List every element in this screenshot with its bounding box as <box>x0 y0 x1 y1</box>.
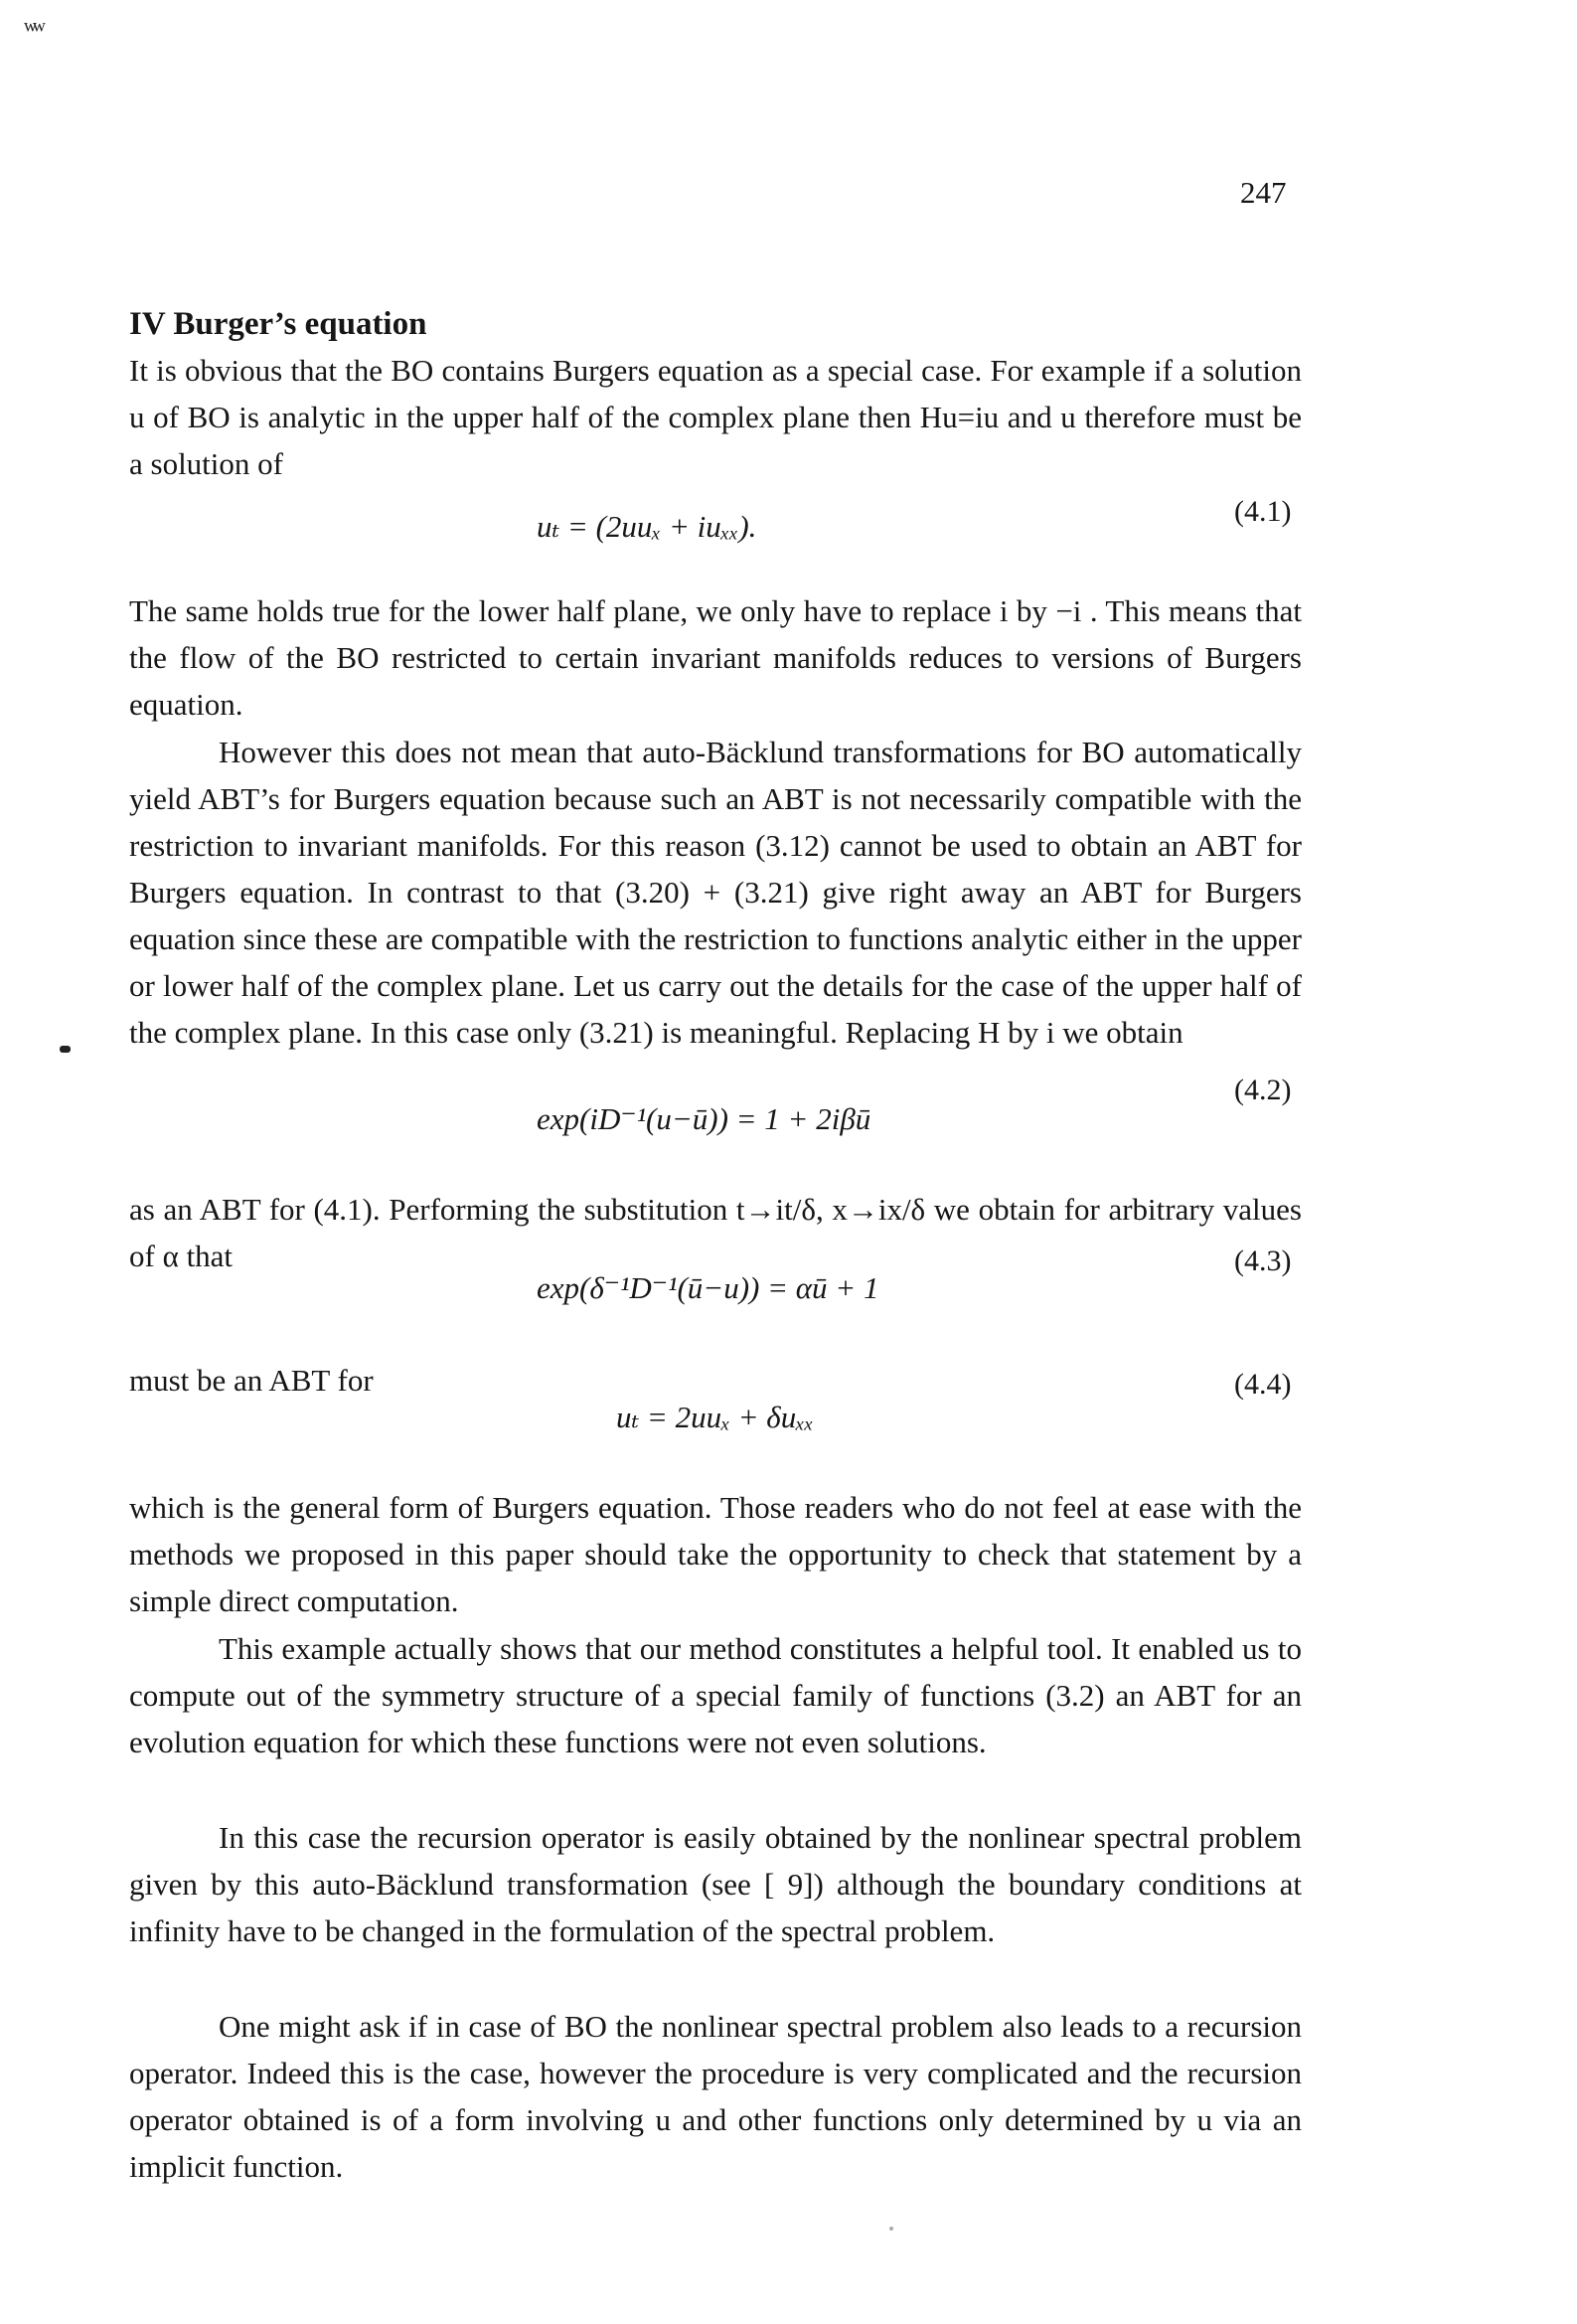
section-heading: IV Burger’s equation <box>129 306 427 342</box>
paragraph-substitution: as an ABT for (4.1). Performing the substitution t→it/δ, x→ix/δ we obtain for arbitrary values of α that <box>129 1192 1302 1273</box>
paragraph-intro: It is obvious that the BO contains Burgers equation as a special case. For example if a solution u of BO is analytic in the upper half of the complex plane then Hu=iu and u therefore must be a solution of <box>129 353 1302 481</box>
scan-speck <box>889 2227 893 2231</box>
paragraph-backlund-transformations: However this does not mean that auto-Bäcklund transformations for BO automatically yield ABT’s for Burgers equation because such an ABT is not necessarily compatible with the restriction to invariant manifolds. For this reason (3.12) cannot be used to obtain an ABT for Burgers equation. In contrast to that (3.20) + (3.21) give right away an ABT for Burgers equation since these are compatible with the restriction to functions analytic either in the upper or lower half of the complex plane. Let us carry out the details for the case of the upper half of the complex plane. In this case only (3.21) is meaningful. Replacing H by i we obtain <box>129 735 1302 1050</box>
equation-4-4: uₜ = 2uuₓ + δuₓₓ <box>616 1400 814 1434</box>
equation-number-4-2: (4.2) <box>1234 1074 1292 1106</box>
paragraph-nonlinear-spectral: One might ask if in case of BO the nonlinear spectral problem also leads to a recursion operator. Indeed this is the case, however the procedure is very complicated and the recursion operator obtained is of a form involving u and other functions only determined by u via an implicit function. <box>129 2009 1302 2184</box>
equation-number-4-1: (4.1) <box>1234 495 1292 528</box>
equation-number-4-4: (4.4) <box>1234 1368 1292 1401</box>
corner-scan-mark: ʷʷ <box>24 14 42 47</box>
paragraph-general-form: which is the general form of Burgers equation. Those readers who do not feel at ease with the methods we proposed in this paper should take the opportunity to check that statement by a simple direct computation. <box>129 1490 1302 1618</box>
paragraph-method-tool: This example actually shows that our method constitutes a helpful tool. It enabled us to compute out of the symmetry structure of a special family of functions (3.2) an ABT for an evolution equation for which these functions were not even solutions. <box>129 1631 1302 1759</box>
paragraph-lower-half-plane: The same holds true for the lower half plane, we only have to replace i by −i . This means that the flow of the BO restricted to certain invariant manifolds reduces to versions of Burgers equation. <box>129 593 1302 722</box>
paragraph-recursion-operator: In this case the recursion operator is easily obtained by the nonlinear spectral problem given by this auto-Bäcklund transformation (see [ 9]) although the boundary conditions at infinity have to be changed in the formulation of the spectral problem. <box>129 1820 1302 1948</box>
margin-dot <box>60 1046 71 1053</box>
equation-4-3: exp(δ⁻¹D⁻¹(ū−u)) = αū + 1 <box>537 1270 879 1305</box>
paragraph-abt-for: must be an ABT for <box>129 1363 374 1398</box>
equation-number-4-3: (4.3) <box>1234 1245 1292 1277</box>
equation-4-2: exp(iD⁻¹(u−ū)) = 1 + 2iβū <box>537 1101 871 1136</box>
page-number: 247 <box>1240 175 1287 210</box>
equation-4-1: uₜ = (2uuₓ + iuₓₓ). <box>537 509 757 544</box>
